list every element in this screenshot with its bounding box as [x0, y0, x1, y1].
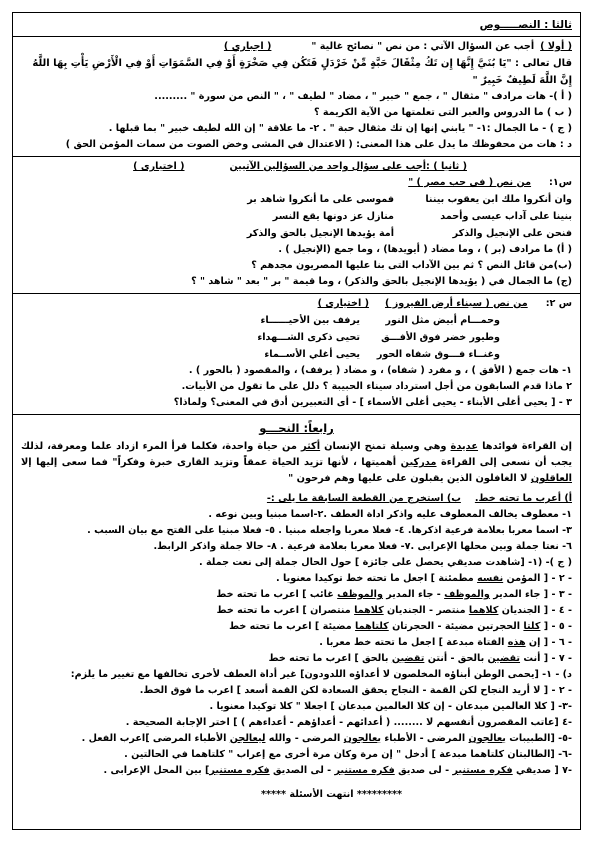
question-one-item-c: ( ج ) - ما الجمال :١- " يابني إنها إن تك مثقال حبة " . ٢- ما علاقة " إن الله لطيف خبير " بما قبلها . — [108, 123, 572, 134]
text-segment: غائب ] اعرب ما تحته خط — [216, 589, 338, 600]
s1-title: من نص ( في حب مصر ) " — [408, 177, 532, 188]
part-d-item-5 — [21, 731, 572, 747]
text-segment: - ٥ - [ — [540, 621, 572, 632]
s2-item-3: ٣ - [ يحيى أغلى الأبناء - يحيى أغلى الأسماء ] - أى التعبيرين أدق في المعنى؟ ولماذا؟ — [173, 397, 572, 408]
poem-hemistich: وان أنكروا ملك ابن يعقوب بيننا — [425, 194, 572, 205]
underlined-word: كلتاهما — [355, 621, 389, 632]
text-segment: -٤ [عاتب المقصرون أنفسهم لا ........ ( أعدائهم - أعداؤهم - أعداءهم ) ] اختر الإجابة الصحيحة . — [125, 717, 572, 728]
underlined-word: والموظف — [337, 589, 383, 600]
part-d-item-2 — [21, 683, 572, 699]
s1-header — [21, 175, 572, 191]
poem-hemistich: أمة يؤيدها الإنجيل بالحق والذكر — [246, 228, 394, 239]
text-segment: - ٣ - [ جاء المدير — [489, 589, 572, 600]
question-one-label: ( أولا ) — [540, 41, 572, 52]
s1-item-b: (ب)من قائل النص ؟ ثم بين الآداب التى بنا عليها المصريون مجدهم ؟ — [251, 260, 572, 271]
text-segment: -٧ [ صديقي — [512, 765, 572, 776]
s2-header — [21, 296, 572, 312]
question-one-item-d: د : هات من محفوظك ما يدل على هذا المعنى: ( الاعتدال في المشى وخض الصوت من سمات المؤمن الحق ) — [65, 139, 572, 150]
poem-hemistich: منازل عز دونها يقع النسر — [272, 211, 394, 222]
underlined-word: كلتا — [523, 621, 541, 632]
s1-poem — [21, 191, 572, 242]
text-segment: - ٤ - [ الجنديان — [498, 605, 572, 616]
underlined-word: فكره مستنير — [209, 765, 270, 776]
underlined-word: يعالجون — [343, 733, 382, 744]
part-c-item-6 — [21, 635, 572, 651]
poem-hemistich: وحمـــام أبيض مثل النور — [385, 315, 500, 326]
underlined-word: عديدة — [450, 441, 479, 452]
part-d-item-4 — [21, 715, 572, 731]
text-segment: منتصر - الجنديان — [383, 605, 469, 616]
grammar-passage — [21, 439, 572, 487]
text-segment: -٥- [الطبيبات — [505, 733, 572, 744]
text-segment: الأطباء المرضى ]اعرب الفعل . — [81, 733, 230, 744]
text-segment: وهي وسيلة تمنح الإنسان — [320, 441, 451, 452]
question-one-header — [21, 39, 572, 55]
poem-hemistich: وطيور خضر فوق الأفـــق — [381, 332, 500, 343]
s1-item-c: (ج) ما الجمال في ( يؤيدها الإنجيل بالحق والذكر) ، وما قيمة " بر " بعد " شاهد " ؟ — [191, 276, 572, 287]
question-two-box — [13, 156, 580, 293]
s2-item-2: ٢ ماذا قدم السابقون من أجل استرداد سيناء الحبيبة ؟ دلل على ما تقول من الأبيات. — [181, 381, 572, 392]
s1-label: س١: — [549, 177, 572, 188]
texts-section-title — [13, 16, 580, 36]
question-two-optional-tag: ( اختيارى ) — [133, 161, 185, 172]
question-one-prompt: أجب عن السؤال الآتي : من نص " نصائح غالية " — [311, 41, 535, 52]
underlined-word: أكثر — [300, 441, 321, 452]
underlined-word: العاقلون — [530, 473, 572, 484]
text-segment: الفتاة مبدعة ] اجعل ما تحته خط معربا . — [319, 637, 508, 648]
poem-hemistich: تحيى ذكرى الشـــهداء — [257, 332, 360, 343]
underlined-word: تقضين — [391, 653, 425, 664]
poem-hemistich: بنينا على آداب عيسى وأحمد — [440, 211, 572, 222]
extract-items-line-1: ١- معطوف يخالف المعطوف عليه واذكر اداة العطف .٢-اسما مبنيا وبين نوعه . — [208, 509, 572, 520]
part-c-item-4 — [21, 603, 572, 619]
question-one-box — [13, 36, 580, 156]
underlined-word: فكره مستنير — [334, 765, 395, 776]
poem-hemistich: فنحن على الإنجيل والذكر — [452, 228, 572, 239]
part-c-item-7 — [21, 651, 572, 667]
underlined-word: ليعالجن — [229, 733, 266, 744]
end-of-questions: ********* انتهت الأسئلة ***** — [260, 789, 403, 800]
part-c-item-3 — [21, 587, 572, 603]
underlined-word: كلاهما — [468, 605, 499, 616]
text-segment: د) - ١- [يحمى الوطن أبناؤه المخلصون لا أعداؤه اللدودون] غير أداة العطف لأخرى تخالفها مع تغيير ما يلزم: — [70, 669, 572, 680]
text-segment: المرضى - الأطباء — [381, 733, 469, 744]
poem-hemistich: يرفف بين الأحيــــــاء — [260, 315, 360, 326]
s2-item-1: ١- هات جمع ( الأفق ) ، و مفرد ( شفاه) ، و مضاد ( يرفف) ، والمقصود ( بالحور ) . — [188, 365, 572, 376]
part-d-item-7 — [21, 763, 572, 779]
s2-label: س ٢: — [545, 298, 572, 309]
underlined-word: والموظف — [444, 589, 490, 600]
text-segment: - جاء المدير — [382, 589, 445, 600]
text-segment: - لى الصديق — [269, 765, 335, 776]
text-segment: بالحق ] اعرب ما تحته خط — [268, 653, 392, 664]
s2-optional-tag: ( اختيارى ) — [317, 298, 369, 309]
underlined-word: تقضين — [487, 653, 521, 664]
underlined-word: نفسه — [477, 573, 504, 584]
texts-section-title-text: ثالثا : النصـــــوص — [479, 19, 572, 31]
text-segment: المرضى - والله — [265, 733, 344, 744]
s2-poem — [21, 312, 500, 363]
question-one-mandatory-tag: ( اجباري ) — [223, 41, 272, 52]
part-d-item-3 — [21, 699, 572, 715]
underlined-word: كلاهما — [354, 605, 384, 616]
extract-items-line-2: ٣- اسما معربا بعلامة فرعية اذكرها. ٤- فعلا معربا واجعله مبنيا . ٥- فعلا مبنيا على الفتح مع بيان السبب . — [87, 525, 572, 536]
text-segment: - ٦ - [ إن — [525, 637, 572, 648]
text-segment: - ٧ - [ أنت — [520, 653, 572, 664]
text-segment: - ٢ - [ المؤمن — [503, 573, 572, 584]
grammar-title-text: رابعاً: النحـــو — [259, 421, 334, 435]
text-segment: منتصران ] اعرب ما تحته خط — [216, 605, 355, 616]
part-c-item-2 — [21, 571, 572, 587]
quran-verse: قال تعالى : "يَا بُنَيَّ إِنَّهَا إِن تَكُ مِثْقَالَ حَبَّةٍ مِّنْ خَرْدَلٍ فَتَكُن فِي صَخْرَةٍ أَوْ فِي السَّمَوَاتِ أَوْ فِي الْأَرْضِ يَأْتِ بِهَا اللَّهُ إِنَّ اللَّهَ لَطِيفٌ خَبِيرٌ " — [32, 58, 572, 86]
text-segment: بالحق - أنتن — [424, 653, 488, 664]
text-segment: -٦- [الطالبتان كلتاهما مبدعة ] أدخل " إن مرة وكان مرة أخرى مع إعراب " كلتاهما في الحالتين . — [124, 749, 572, 760]
part-d-item-1 — [21, 667, 572, 683]
part-d-item-6 — [21, 747, 572, 763]
task-a: أ) أعرب ما تحته خط. — [474, 493, 572, 504]
poem-hemistich: وغنــاء فـــوق شفاه الحور — [376, 349, 500, 360]
text-segment: ] بين المحل الإعرابى . — [103, 765, 210, 776]
text-segment: ( ج )- (١- [شاهدت صديقي يحصل على جائزة ] حول الحال جملة إلى نعت جملة . — [198, 557, 572, 568]
question-two-header — [21, 159, 572, 175]
underlined-word: يعالجون — [468, 733, 506, 744]
s2-title: من نص ( سيناء أرض الفيروز ) — [384, 298, 528, 309]
part-c-item-5 — [21, 619, 572, 635]
s2-box — [13, 293, 580, 415]
text-segment: مضيئة ] اعرب ما تحته خط — [229, 621, 356, 632]
text-segment: مطمئنة ] اجعل ما تحته خط توكيدا معنويا . — [276, 573, 478, 584]
poem-hemistich: يحيى أغلي الأســماء — [264, 349, 360, 360]
text-segment: - ٢ - [ لا أريد النجاح لكن القمة - النجاح يحقق السعادة لكن القمة أسعد ] اعرب ما فوق الخط. — [139, 685, 572, 696]
question-one-item-b: ( ب ) ما الدروس والعبر التى تعلمتها من الآية الكريمة ؟ — [313, 107, 572, 118]
text-segment: لا الغافلون الذين يقبلون على عليها وهم فرحون " — [288, 473, 531, 484]
grammar-section — [13, 417, 580, 803]
s1-item-a: ( أ) ما مرادف (بر ) ، وما مضاد ( أيويدها) ، وما جمع (الإنجيل ) . — [278, 244, 572, 255]
text-segment: الحجرتين مضيئة - الحجرتان — [388, 621, 524, 632]
text-segment: إن القراءة فوائدها — [478, 441, 572, 452]
question-one-item-a: ( أ )- هات مرادف " مثقال " ، جمع " خبير " ، مضاد " لطيف " ، " النص من سورة " ......... — [154, 91, 572, 102]
part-c-item-1 — [21, 555, 572, 571]
underlined-word: مدركين — [400, 457, 437, 468]
grammar-tasks — [21, 491, 572, 507]
poem-hemistich: فموسى على ما أنكروا شاهد بر — [247, 194, 394, 205]
question-two-header-text: ( ثانيا ) :أجب على سؤال واحد من السؤالين الآتيين — [229, 161, 467, 172]
underlined-word: فكره مستنير — [452, 765, 513, 776]
text-segment: من حياة واحدة، فكلما قرأ المرء ازداد علما ومعرفة، لذلك يجب أن نسعى إلى القراءة — [21, 441, 572, 468]
task-b: ب) استخرج من القطعة السابقة ما يلى :- — [266, 493, 461, 504]
extract-items-line-3: ٦- نعتا جملة وبين محلها الإعرابى .٧- فعلا معربا بعلامة فرعية . ٨- حالا جملة واذكر الرابط. — [153, 541, 572, 552]
text-segment: -٣- [ كلا العالمين مبدعان - إن كلا العالمين مبدعان ] اجعلا " كلا توكيدا معنويا . — [209, 701, 572, 712]
text-segment: - لى صديق — [394, 765, 453, 776]
text-segment: أهميتها ، لأنها تزيد الحياة عمقاً وتزيد القارى خبرة وفكراً" فما سعى إليها إلا — [21, 457, 401, 468]
page-frame — [12, 12, 581, 830]
grammar-title — [21, 417, 572, 439]
underlined-word: هذه — [507, 637, 526, 648]
